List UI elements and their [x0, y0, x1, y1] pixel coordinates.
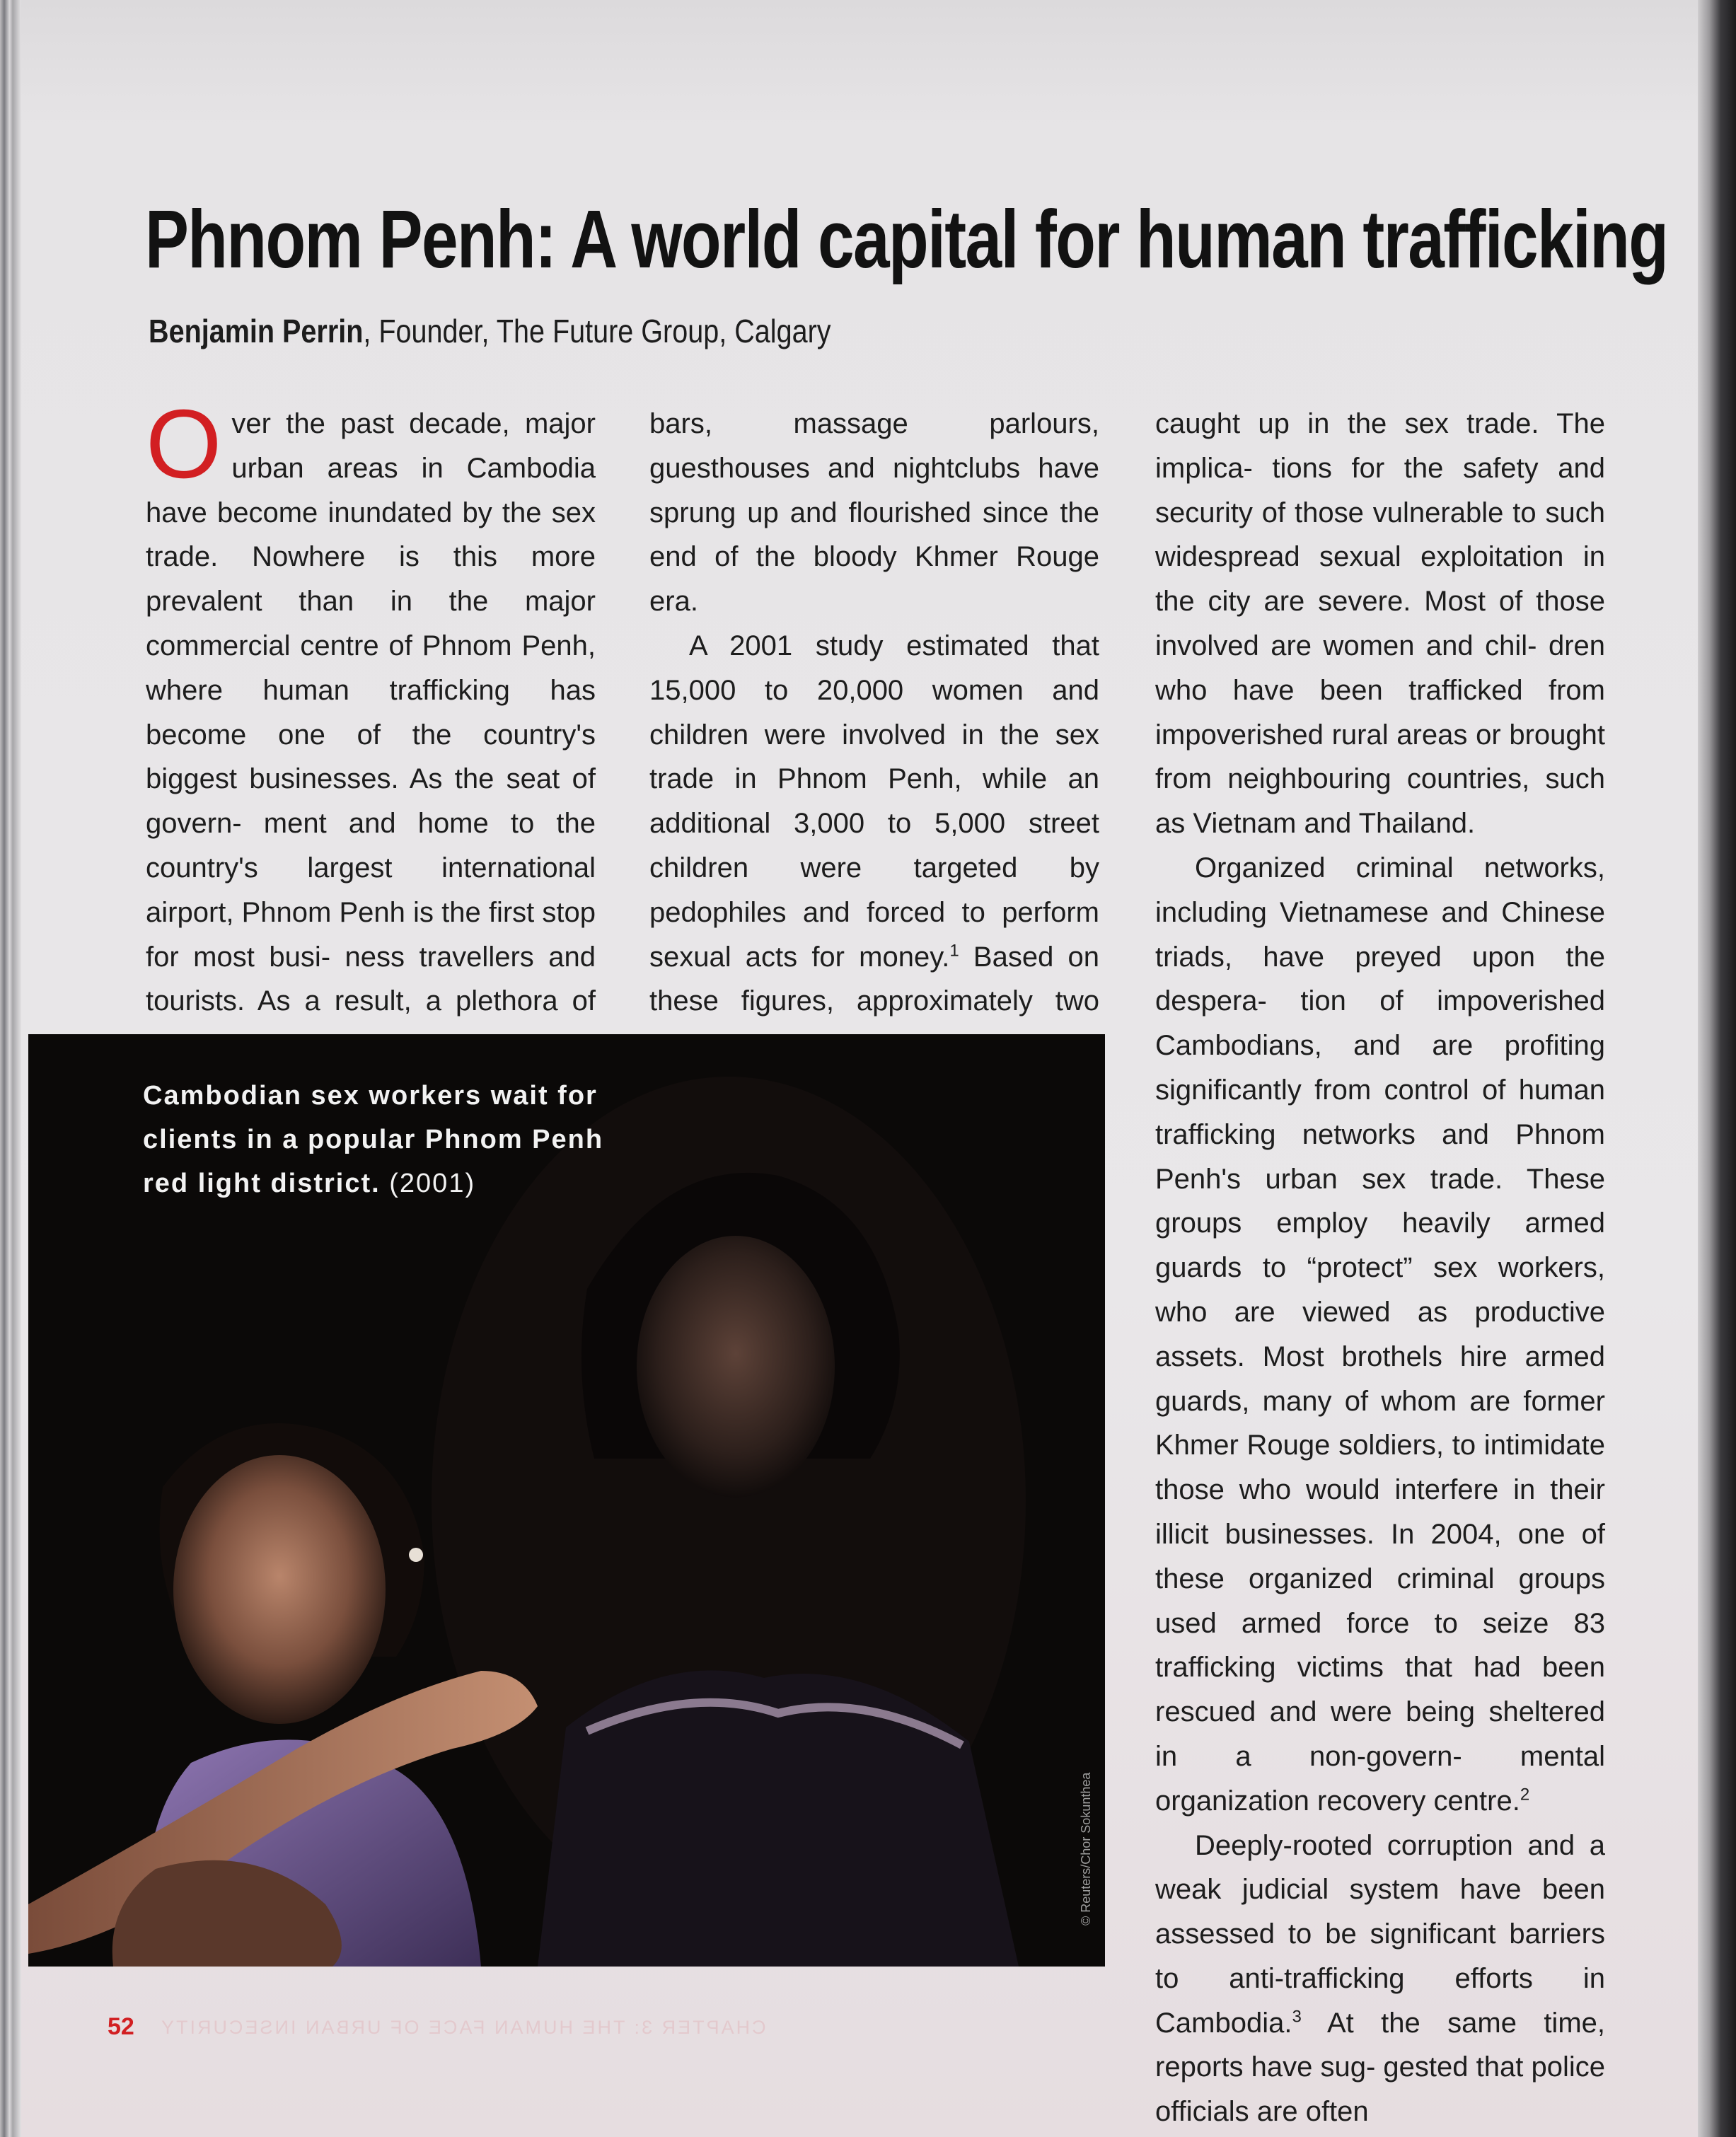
paragraph: caught up in the sex trade. The implica- tions for the safety and security of those vulnerable to such widespread sexual exploitation in the city are severe. Most of those involved are women and chil- dren who have been trafficked from impoverished rural areas or brought from neighbouring countries, such as Vietnam and Thailand. — [1155, 408, 1605, 840]
paragraph — [1155, 1824, 1605, 2135]
text-column-3 — [1155, 402, 1605, 2134]
article-photo — [28, 1034, 1105, 1967]
paragraph: bars, massage parlours, guesthouses and nightclubs have sprung up and flourished since the end of the bloody Khmer Rouge era. — [649, 408, 1099, 618]
text-column-2 — [649, 402, 1099, 1113]
footnote-marker: 1 — [949, 941, 959, 961]
author-name: Benjamin Perrin — [149, 313, 364, 349]
running-footer: CHAPTER 3: THE HUMAN FACE OF URBAN INSECURITY — [159, 2017, 766, 2038]
paragraph — [1155, 846, 1605, 1824]
footnote-marker: 3 — [1292, 2007, 1302, 2027]
footnote-marker: 2 — [1520, 1785, 1530, 1805]
paragraph-text: Deeply-rooted corruption and a weak judicial system have been assessed to be significant barriers to anti-trafficking efforts in Cambodia. — [1155, 1829, 1605, 2039]
byline — [149, 310, 1000, 352]
text-column-1 — [146, 390, 596, 1068]
author-affiliation: , Founder, The Future Group, Calgary — [363, 313, 831, 349]
paragraph-text: Organized criminal networks, including Vietnamese and Chinese triads, have preyed upon the despera- tion of impoverished Cambodians, and are profiting significantly from control of human trafficking networks and Phnom Penh's urban sex trade. These groups employ heavily armed guards to “protect” sex workers, who are viewed as productive assets. Most brothels hire armed guards, many of whom are former Khmer Rouge soldiers, to intimidate those who would interfere in their illicit businesses. In 2004, one of these organized criminal groups used armed force to seize 83 trafficking victims that had been rescued and were being sheltered in a non-govern- mental organization recovery centre. — [1155, 852, 1605, 1817]
paragraph-text: A 2001 study estimated that 15,000 to 20,000 women and children were involved in the sex trade in Phnom Penh, while an additional 3,000 to 5,000 street children were targeted by pedophiles and forced to perform sexual acts for money. — [649, 630, 1099, 973]
paragraph-text: At the same time, reports have sug- gested that police officials are often — [1155, 2007, 1605, 2128]
page-right-edge — [1698, 0, 1736, 2137]
article-title: Phnom Penh: A world capital for human trafficking — [145, 193, 1668, 285]
photo-caption — [143, 1074, 624, 1205]
paragraph-text: Based on these figures, approximately two — [649, 941, 1099, 1017]
drop-cap: O — [146, 390, 222, 499]
photo-credit: © Reuters/Chor Sokunthea — [1079, 1772, 1093, 1925]
paragraph-text: ver the past decade, major urban areas in Cambodia have become inundated by the sex trade. Nowhere is this more prevalent than in the major commercial centre of Phnom Penh, where human trafficking has become one of the country's biggest businesses. As the seat of govern- ment and home to the country's largest international airport, Phnom Penh is the first stop for most busi- ness travellers and tourists. As a result, a plethora of — [146, 408, 596, 1017]
paragraph — [146, 390, 596, 1068]
caption-text: Cambodian sex workers wait for clients in a popular Phnom Penh red light district. — [143, 1081, 604, 1198]
caption-year: (2001) — [380, 1169, 476, 1198]
page-binding-edge — [0, 0, 21, 2137]
page-number: 52 — [108, 2013, 134, 2040]
